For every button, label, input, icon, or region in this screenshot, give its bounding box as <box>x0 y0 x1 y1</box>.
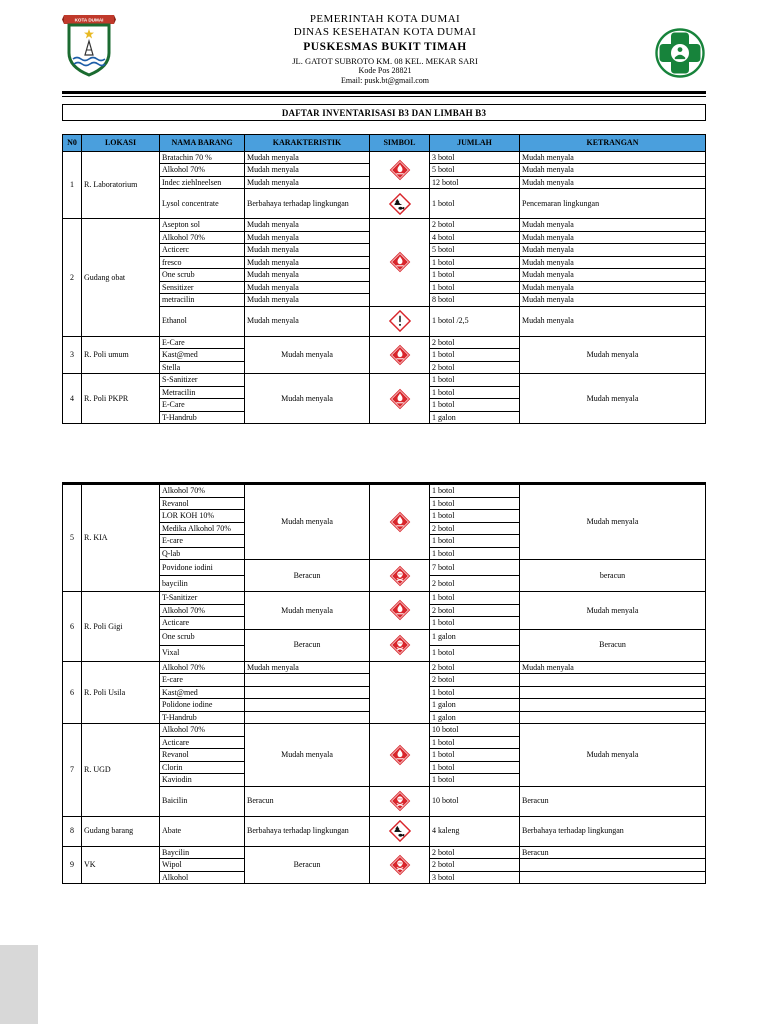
cell-nama-barang: fresco <box>160 256 245 269</box>
cell-jumlah: 1 botol <box>430 484 520 498</box>
cell-no: 2 <box>63 219 82 337</box>
cell-lokasi: R. UGD <box>82 724 160 817</box>
cell-nama-barang: S-Sanitizer <box>160 374 245 387</box>
cell-ketrangan: Mudah menyala <box>520 164 706 177</box>
cell-nama-barang: T-Handrub <box>160 711 245 724</box>
cell-nama-barang: Alkohol <box>160 871 245 884</box>
table-row <box>63 484 706 498</box>
column-header-karakteristik: KARAKTERISTIK <box>245 134 370 151</box>
cell-nama-barang: Ethanol <box>160 306 245 336</box>
cell-nama-barang: Alkohol 70% <box>160 484 245 498</box>
simbol-cell-environment <box>370 816 430 846</box>
cell-nama-barang: Lysol concentrate <box>160 189 245 219</box>
cell-ketrangan: Mudah menyala <box>520 592 706 630</box>
cell-jumlah: 1 botol <box>430 535 520 548</box>
flame-hazard-icon <box>389 344 411 366</box>
flame-hazard-icon <box>389 159 411 181</box>
cell-jumlah: 2 botol <box>430 336 520 349</box>
cell-nama-barang: Alkohol 70% <box>160 164 245 177</box>
cell-ketrangan: beracun <box>520 560 706 592</box>
column-header-jumlah: JUMLAH <box>430 134 520 151</box>
simbol-cell-skull-crossbones <box>370 560 430 592</box>
cell-no: 3 <box>63 336 82 374</box>
simbol-cell-skull-crossbones <box>370 629 430 661</box>
cell-karakteristik: Mudah menyala <box>245 176 370 189</box>
cell-jumlah: 1 botol <box>430 189 520 219</box>
cell-lokasi: R. Poli PKPR <box>82 374 160 424</box>
cell-karakteristik: Mudah menyala <box>245 281 370 294</box>
cell-jumlah: 7 botol <box>430 560 520 576</box>
cell-nama-barang: LOR KOH 10% <box>160 510 245 523</box>
skull-crossbones-hazard-icon <box>389 854 411 876</box>
cell-nama-barang: Baycilin <box>160 846 245 859</box>
cell-karakteristik: Mudah menyala <box>245 724 370 787</box>
cell-ketrangan: Mudah menyala <box>520 219 706 232</box>
cell-ketrangan: Beracun <box>520 629 706 661</box>
skull-crossbones-hazard-icon <box>389 565 411 587</box>
cell-nama-barang: Alkohol 70% <box>160 661 245 674</box>
cell-karakteristik: Mudah menyala <box>245 231 370 244</box>
cell-ketrangan <box>520 674 706 687</box>
cell-ketrangan: Mudah menyala <box>520 661 706 674</box>
cell-ketrangan <box>520 871 706 884</box>
cell-nama-barang: Clorin <box>160 761 245 774</box>
cell-jumlah: 1 galon <box>430 411 520 424</box>
cell-jumlah: 2 botol <box>430 576 520 592</box>
cell-ketrangan: Mudah menyala <box>520 484 706 560</box>
cell-jumlah: 1 botol <box>430 281 520 294</box>
simbol-cell-exclamation <box>370 306 430 336</box>
cell-jumlah: 4 kaleng <box>430 816 520 846</box>
cell-jumlah: 5 botol <box>430 244 520 257</box>
cell-nama-barang: E-Care <box>160 336 245 349</box>
cell-jumlah: 1 botol <box>430 749 520 762</box>
cell-ketrangan <box>520 711 706 724</box>
cell-karakteristik: Mudah menyala <box>245 306 370 336</box>
cell-jumlah: 2 botol <box>430 661 520 674</box>
page-corner-shadow <box>0 945 38 1024</box>
cell-jumlah: 1 botol <box>430 386 520 399</box>
cell-nama-barang: One scrub <box>160 269 245 282</box>
cell-jumlah: 3 botol <box>430 871 520 884</box>
table-row <box>63 846 706 859</box>
column-header-simbol: SIMBOL <box>370 134 430 151</box>
letterhead <box>62 0 706 86</box>
cell-nama-barang: One scrub <box>160 629 245 645</box>
cell-ketrangan: Mudah menyala <box>520 176 706 189</box>
cell-ketrangan: Berbahaya terhadap lingkungan <box>520 816 706 846</box>
cell-jumlah: 2 botol <box>430 846 520 859</box>
cell-ketrangan <box>520 859 706 872</box>
cell-jumlah: 2 botol <box>430 219 520 232</box>
cell-ketrangan: Mudah menyala <box>520 294 706 307</box>
column-header-nama-barang: NAMA BARANG <box>160 134 245 151</box>
table-row <box>63 374 706 387</box>
skull-crossbones-hazard-icon <box>389 790 411 812</box>
cell-karakteristik: Mudah menyala <box>245 151 370 164</box>
inventory-table-section-1 <box>62 134 706 425</box>
cell-jumlah: 10 botol <box>430 786 520 816</box>
cell-jumlah: 1 galon <box>430 711 520 724</box>
cell-nama-barang: Revanol <box>160 497 245 510</box>
letterhead-divider <box>62 91 706 97</box>
cell-no: 6 <box>63 661 82 724</box>
cell-nama-barang: Sensitizer <box>160 281 245 294</box>
cell-lokasi: Gudang obat <box>82 219 160 337</box>
cell-nama-barang: metracilin <box>160 294 245 307</box>
cell-ketrangan: Mudah menyala <box>520 151 706 164</box>
cell-jumlah: 1 botol <box>430 256 520 269</box>
column-header-ketrangan: KETRANGAN <box>520 134 706 151</box>
cell-nama-barang: E-care <box>160 535 245 548</box>
puskesmas-name: PUSKESMAS BUKIT TIMAH <box>303 40 467 53</box>
cell-jumlah: 1 botol <box>430 497 520 510</box>
simbol-cell-empty <box>370 661 430 724</box>
environment-hazard-icon <box>389 820 411 842</box>
cell-jumlah: 1 botol <box>430 269 520 282</box>
cell-lokasi: R. Poli Usila <box>82 661 160 724</box>
table-row <box>63 219 706 232</box>
cell-no: 5 <box>63 484 82 592</box>
cell-nama-barang: baycilin <box>160 576 245 592</box>
cell-nama-barang: T-Sanitizer <box>160 592 245 605</box>
cell-ketrangan: Pencemaran lingkungan <box>520 189 706 219</box>
inventory-table <box>62 134 706 425</box>
cell-ketrangan: Mudah menyala <box>520 256 706 269</box>
cell-karakteristik <box>245 686 370 699</box>
inventory-table <box>62 482 706 884</box>
cell-nama-barang: Acticare <box>160 617 245 630</box>
cell-karakteristik: Mudah menyala <box>245 484 370 560</box>
cell-no: 8 <box>63 816 82 846</box>
column-header-lokasi: LOKASI <box>82 134 160 151</box>
cell-nama-barang: Baicilin <box>160 786 245 816</box>
cell-no: 7 <box>63 724 82 817</box>
environment-hazard-icon <box>389 193 411 215</box>
simbol-cell-skull-crossbones <box>370 786 430 816</box>
table-row <box>63 189 706 219</box>
cell-lokasi: R. Poli umum <box>82 336 160 374</box>
cell-jumlah: 1 galon <box>430 629 520 645</box>
cell-jumlah: 1 botol <box>430 374 520 387</box>
cell-ketrangan: Mudah menyala <box>520 374 706 424</box>
table-row <box>63 306 706 336</box>
puskesmas-green-cross-logo <box>654 27 706 79</box>
cell-jumlah: 1 botol <box>430 736 520 749</box>
cell-ketrangan: Mudah menyala <box>520 231 706 244</box>
cell-karakteristik: Mudah menyala <box>245 374 370 424</box>
cell-karakteristik: Beracun <box>245 560 370 592</box>
cell-jumlah: 1 botol <box>430 686 520 699</box>
crest-banner-text: KOTA DUMAI <box>74 17 104 23</box>
simbol-cell-flame <box>370 374 430 424</box>
cell-jumlah: 5 botol <box>430 164 520 177</box>
cell-lokasi: R. Laboratorium <box>82 151 160 219</box>
cell-karakteristik: Beracun <box>245 786 370 816</box>
cell-jumlah: 2 botol <box>430 674 520 687</box>
cell-ketrangan: Mudah menyala <box>520 336 706 374</box>
cell-ketrangan: Mudah menyala <box>520 244 706 257</box>
cell-lokasi: R. Poli Gigi <box>82 592 160 662</box>
cell-nama-barang: Povidone iodini <box>160 560 245 576</box>
cell-ketrangan: Mudah menyala <box>520 306 706 336</box>
column-header-no: N0 <box>63 134 82 151</box>
cell-nama-barang: T-Handrub <box>160 411 245 424</box>
flame-hazard-icon <box>389 251 411 273</box>
cell-nama-barang: Abate <box>160 816 245 846</box>
table-row <box>63 151 706 164</box>
cell-jumlah: 1 galon <box>430 699 520 712</box>
cell-jumlah: 1 botol <box>430 399 520 412</box>
cell-no: 1 <box>63 151 82 219</box>
cell-karakteristik: Berbahaya terhadap lingkungan <box>245 189 370 219</box>
flame-hazard-icon <box>389 511 411 533</box>
header-row <box>63 134 706 151</box>
page-content <box>62 0 706 884</box>
cell-nama-barang: Asepton sol <box>160 219 245 232</box>
cell-karakteristik: Mudah menyala <box>245 219 370 232</box>
cell-no: 6 <box>63 592 82 662</box>
simbol-cell-flame <box>370 592 430 630</box>
cell-nama-barang: Kaviodin <box>160 774 245 787</box>
cell-lokasi: VK <box>82 846 160 884</box>
cell-nama-barang: Bratachin 70 % <box>160 151 245 164</box>
simbol-cell-environment <box>370 189 430 219</box>
cell-nama-barang: Kast@med <box>160 686 245 699</box>
table-row <box>63 724 706 737</box>
cell-jumlah: 1 botol <box>430 774 520 787</box>
table-row <box>63 560 706 576</box>
cell-lokasi: Gudang barang <box>82 816 160 846</box>
cell-jumlah: 1 botol /2,5 <box>430 306 520 336</box>
cell-karakteristik: Mudah menyala <box>245 336 370 374</box>
cell-ketrangan: Mudah menyala <box>520 269 706 282</box>
cell-ketrangan <box>520 686 706 699</box>
simbol-cell-flame <box>370 484 430 560</box>
cell-nama-barang: Acticerc <box>160 244 245 257</box>
table-row <box>63 629 706 645</box>
cell-jumlah: 12 botol <box>430 176 520 189</box>
cell-jumlah: 1 botol <box>430 547 520 560</box>
table-row <box>63 661 706 674</box>
table-row <box>63 786 706 816</box>
inventory-table-section-2 <box>62 482 706 884</box>
postal-code: Kode Pos 28821 <box>358 66 412 76</box>
kota-dumai-crest-logo <box>62 13 116 77</box>
cell-nama-barang: Acticare <box>160 736 245 749</box>
cell-nama-barang: Stella <box>160 361 245 374</box>
cell-karakteristik: Mudah menyala <box>245 592 370 630</box>
cell-nama-barang: E-care <box>160 674 245 687</box>
simbol-cell-flame <box>370 151 430 189</box>
cell-ketrangan: Mudah menyala <box>520 724 706 787</box>
simbol-cell-skull-crossbones <box>370 846 430 884</box>
cell-jumlah: 1 botol <box>430 645 520 661</box>
cell-no: 9 <box>63 846 82 884</box>
cell-karakteristik: Mudah menyala <box>245 661 370 674</box>
cell-nama-barang: Medika Alkohol 70% <box>160 522 245 535</box>
cell-nama-barang: Vixal <box>160 645 245 661</box>
cell-jumlah: 1 botol <box>430 761 520 774</box>
cell-jumlah: 2 botol <box>430 522 520 535</box>
cell-jumlah: 4 botol <box>430 231 520 244</box>
table-row <box>63 336 706 349</box>
cell-jumlah: 3 botol <box>430 151 520 164</box>
document-title: DAFTAR INVENTARISASI B3 DAN LIMBAH B3 <box>62 104 706 121</box>
table-row <box>63 592 706 605</box>
cell-nama-barang: Kast@med <box>160 349 245 362</box>
cell-karakteristik <box>245 711 370 724</box>
cell-nama-barang: Alkohol 70% <box>160 604 245 617</box>
department-name: DINAS KESEHATAN KOTA DUMAI <box>293 26 477 39</box>
cell-ketrangan <box>520 699 706 712</box>
cell-jumlah: 2 botol <box>430 859 520 872</box>
cell-nama-barang: Metracilin <box>160 386 245 399</box>
cell-jumlah: 1 botol <box>430 349 520 362</box>
cell-ketrangan: Beracun <box>520 846 706 859</box>
simbol-cell-flame <box>370 724 430 787</box>
cell-jumlah: 8 botol <box>430 294 520 307</box>
flame-hazard-icon <box>389 744 411 766</box>
cell-karakteristik: Mudah menyala <box>245 294 370 307</box>
letterhead-text <box>116 13 654 86</box>
cell-no: 4 <box>63 374 82 424</box>
cell-jumlah: 2 botol <box>430 604 520 617</box>
email-line: Email: pusk.bt@gmail.com <box>340 75 430 85</box>
cell-karakteristik: Mudah menyala <box>245 256 370 269</box>
simbol-cell-flame <box>370 219 430 307</box>
cell-karakteristik <box>245 699 370 712</box>
cell-jumlah: 1 botol <box>430 617 520 630</box>
cell-nama-barang: Revanol <box>160 749 245 762</box>
cell-karakteristik: Mudah menyala <box>245 269 370 282</box>
cell-jumlah: 1 botol <box>430 592 520 605</box>
skull-crossbones-hazard-icon <box>389 634 411 656</box>
government-name: PEMERINTAH KOTA DUMAI <box>309 13 461 25</box>
cell-karakteristik: Mudah menyala <box>245 164 370 177</box>
cell-karakteristik: Beracun <box>245 629 370 661</box>
cell-karakteristik: Berbahaya terhadap lingkungan <box>245 816 370 846</box>
exclamation-hazard-icon <box>389 310 411 332</box>
cell-jumlah: 2 botol <box>430 361 520 374</box>
cell-jumlah: 10 botol <box>430 724 520 737</box>
cell-nama-barang: E-Care <box>160 399 245 412</box>
simbol-cell-flame <box>370 336 430 374</box>
address-line: JL. GATOT SUBROTO KM. 08 KEL. MEKAR SARI <box>292 55 478 66</box>
cell-nama-barang: Indec ziehlneelsen <box>160 176 245 189</box>
cell-nama-barang: Wipol <box>160 859 245 872</box>
cell-lokasi: R. KIA <box>82 484 160 592</box>
cell-jumlah: 1 botol <box>430 510 520 523</box>
cell-karakteristik: Mudah menyala <box>245 244 370 257</box>
flame-hazard-icon <box>389 388 411 410</box>
cell-nama-barang: Alkohol 70% <box>160 231 245 244</box>
cell-karakteristik: Beracun <box>245 846 370 884</box>
cell-nama-barang: Polidone iodine <box>160 699 245 712</box>
cell-nama-barang: Q-lab <box>160 547 245 560</box>
cell-nama-barang: Alkohol 70% <box>160 724 245 737</box>
cell-ketrangan: Beracun <box>520 786 706 816</box>
flame-hazard-icon <box>389 599 411 621</box>
cell-karakteristik <box>245 674 370 687</box>
table-row <box>63 816 706 846</box>
cell-ketrangan: Mudah menyala <box>520 281 706 294</box>
